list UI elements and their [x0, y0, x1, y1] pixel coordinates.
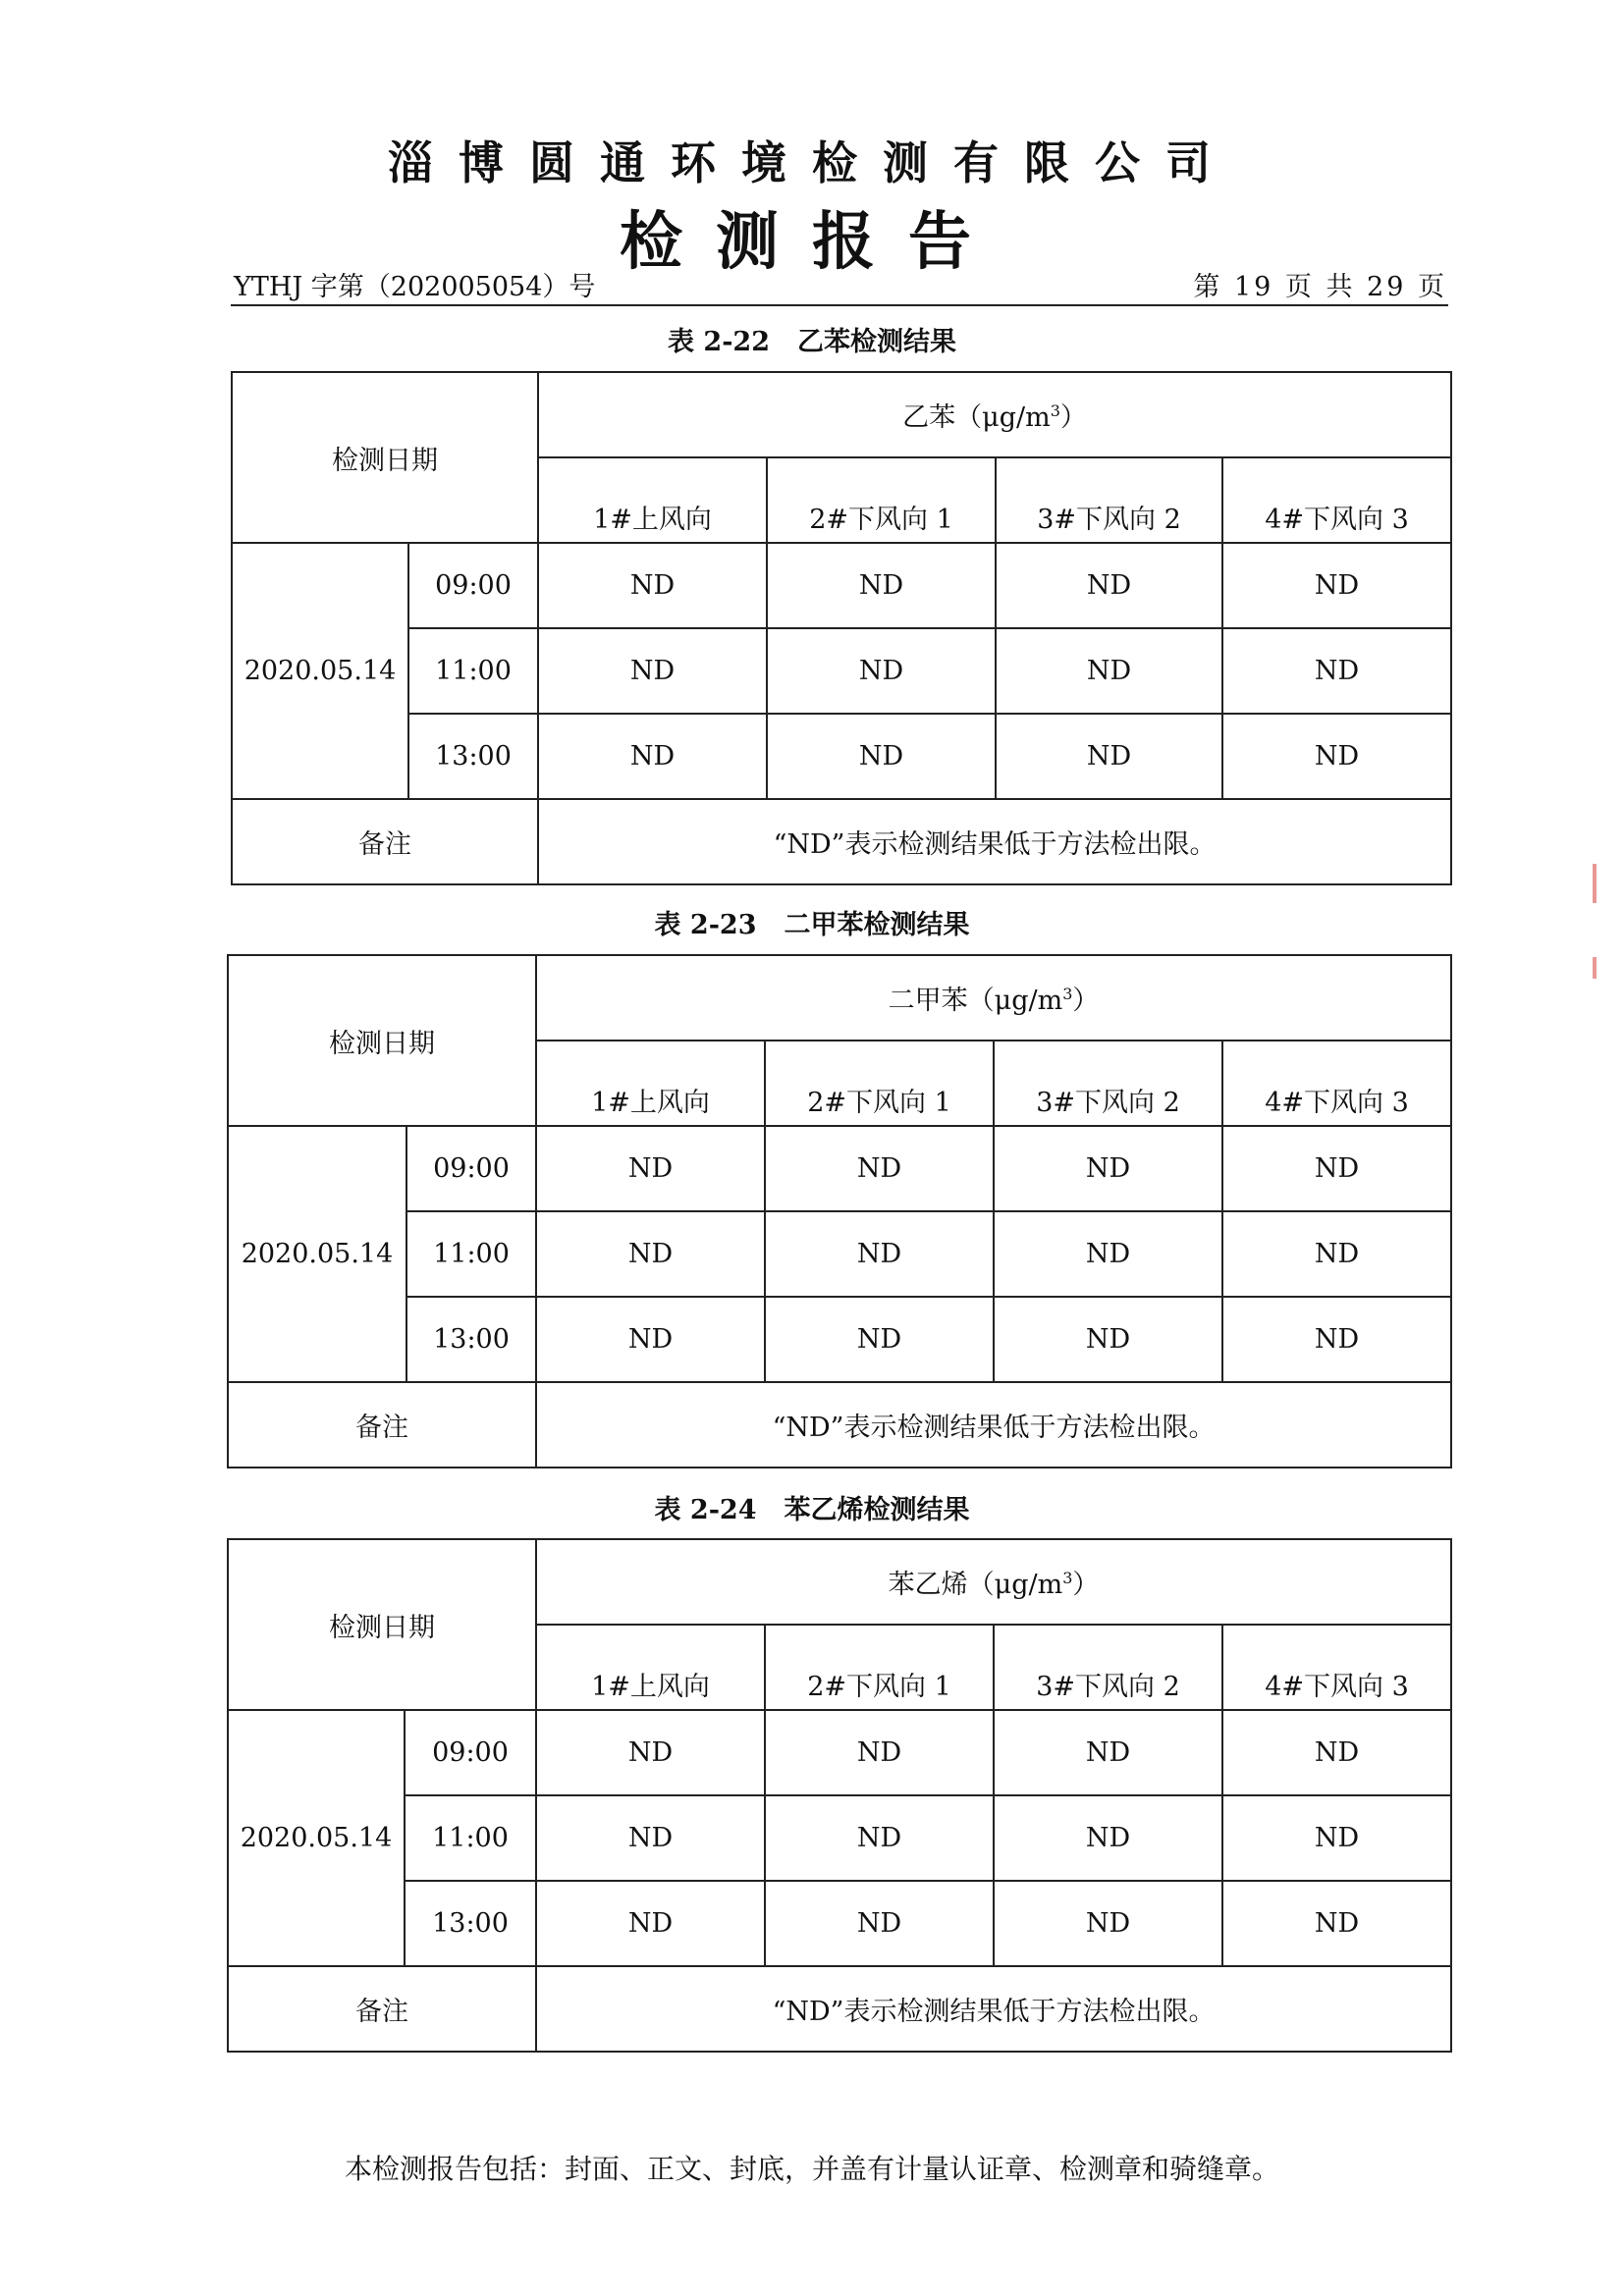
table-row: [228, 1211, 1451, 1297]
report-title: 检测报告: [620, 205, 1004, 279]
time-cell: 11:00: [406, 1211, 536, 1297]
note-label: 备注: [228, 1382, 536, 1468]
parameter-header: 二甲苯$(\mu g/m^3)$: [536, 955, 1451, 1041]
table-number: 表 2-23: [654, 910, 757, 940]
value-cell: ND: [996, 714, 1222, 799]
table-row: [232, 628, 1451, 714]
value-cell: ND: [765, 1795, 994, 1881]
time-cell: 11:00: [408, 628, 538, 714]
value-cell: ND: [994, 1211, 1222, 1297]
value-cell: ND: [767, 543, 996, 628]
value-cell: ND: [536, 1297, 765, 1382]
parameter-header: 苯乙烯$(\mu g/m^3)$: [536, 1539, 1451, 1625]
value-cell: ND: [536, 1795, 765, 1881]
value-cell: ND: [1222, 628, 1451, 714]
value-cell: ND: [994, 1710, 1222, 1795]
table-row: [228, 1795, 1451, 1881]
column-header: 4#下风向 3: [1222, 457, 1451, 543]
value-cell: ND: [994, 1297, 1222, 1382]
date-cell: 2020.05.14: [232, 543, 408, 799]
value-cell: ND: [1222, 1881, 1451, 1966]
table-row: [228, 1297, 1451, 1382]
time-cell: 09:00: [406, 1126, 536, 1211]
results-table-styrene: [227, 1538, 1452, 2053]
note-row: [228, 1382, 1451, 1468]
table-number: 表 2-22: [668, 327, 770, 357]
footer-note: 本检测报告包括：封面、正文、封底，并盖有计量认证章、检测章和骑缝章。: [344, 2153, 1279, 2185]
value-cell: ND: [765, 1710, 994, 1795]
note-label: 备注: [232, 799, 538, 884]
header-divider: [231, 304, 1448, 306]
value-cell: ND: [536, 1710, 765, 1795]
value-cell: ND: [1222, 1211, 1451, 1297]
date-header: 检测日期: [232, 372, 538, 543]
date-header: 检测日期: [228, 1539, 536, 1710]
value-cell: ND: [767, 628, 996, 714]
value-cell: ND: [1222, 543, 1451, 628]
column-header: 2#下风向 1: [765, 1041, 994, 1126]
table-row: [232, 543, 1451, 628]
date-header: 检测日期: [228, 955, 536, 1126]
value-cell: ND: [536, 1881, 765, 1966]
date-cell: 2020.05.14: [228, 1126, 406, 1382]
document-number: YTHJ 字第（202005054）号: [234, 272, 596, 302]
parameter-header: 乙苯$(\mu g/m^3)$: [538, 372, 1451, 457]
results-table-ethylbenzene: [231, 371, 1452, 885]
value-cell: ND: [765, 1211, 994, 1297]
column-header: 2#下风向 1: [767, 457, 996, 543]
table-title: 乙苯检测结果: [796, 327, 956, 357]
page-info: 第 19 页 共 29 页: [1193, 272, 1447, 302]
date-cell: 2020.05.14: [228, 1710, 405, 1966]
value-cell: ND: [1222, 1126, 1451, 1211]
time-cell: 09:00: [408, 543, 538, 628]
table-caption: [0, 320, 1624, 358]
table-row: [228, 1881, 1451, 1966]
time-cell: 11:00: [405, 1795, 536, 1881]
column-header: 1#上风向: [536, 1041, 765, 1126]
column-header: 2#下风向 1: [765, 1625, 994, 1710]
value-cell: ND: [765, 1881, 994, 1966]
table-title: 二甲苯检测结果: [784, 910, 970, 940]
value-cell: ND: [1222, 714, 1451, 799]
seal-edge-mark: [1593, 864, 1597, 903]
value-cell: ND: [765, 1297, 994, 1382]
table-row: [228, 1710, 1451, 1795]
seal-edge-mark: [1593, 957, 1597, 979]
results-table-xylene: [227, 954, 1452, 1468]
value-cell: ND: [767, 714, 996, 799]
column-header: 1#上风向: [538, 457, 767, 543]
note-row: [228, 1966, 1451, 2052]
table-caption: [0, 903, 1624, 941]
note-label: 备注: [228, 1966, 536, 2052]
note-text: “ND”表示检测结果低于方法检出限。: [538, 799, 1451, 884]
column-header: 1#上风向: [536, 1625, 765, 1710]
table-row: [232, 714, 1451, 799]
value-cell: ND: [536, 1126, 765, 1211]
time-cell: 13:00: [405, 1881, 536, 1966]
value-cell: ND: [994, 1795, 1222, 1881]
value-cell: ND: [765, 1126, 994, 1211]
company-name: 淄博圆通环境检测有限公司: [388, 136, 1236, 189]
value-cell: ND: [536, 1211, 765, 1297]
column-header: 4#下风向 3: [1222, 1041, 1451, 1126]
note-text: “ND”表示检测结果低于方法检出限。: [536, 1382, 1451, 1468]
value-cell: ND: [538, 714, 767, 799]
table-row: [228, 1126, 1451, 1211]
table-title: 苯乙烯检测结果: [784, 1495, 970, 1525]
table-caption: [0, 1488, 1624, 1526]
value-cell: ND: [538, 543, 767, 628]
value-cell: ND: [996, 628, 1222, 714]
column-header: 3#下风向 2: [994, 1625, 1222, 1710]
time-cell: 13:00: [408, 714, 538, 799]
value-cell: ND: [994, 1126, 1222, 1211]
column-header: 4#下风向 3: [1222, 1625, 1451, 1710]
note-row: [232, 799, 1451, 884]
value-cell: ND: [996, 543, 1222, 628]
value-cell: ND: [1222, 1710, 1451, 1795]
value-cell: ND: [1222, 1795, 1451, 1881]
column-header: 3#下风向 2: [994, 1041, 1222, 1126]
table-number: 表 2-24: [654, 1495, 757, 1525]
time-cell: 13:00: [406, 1297, 536, 1382]
value-cell: ND: [538, 628, 767, 714]
column-header: 3#下风向 2: [996, 457, 1222, 543]
time-cell: 09:00: [405, 1710, 536, 1795]
note-text: “ND”表示检测结果低于方法检出限。: [536, 1966, 1451, 2052]
value-cell: ND: [1222, 1297, 1451, 1382]
value-cell: ND: [994, 1881, 1222, 1966]
